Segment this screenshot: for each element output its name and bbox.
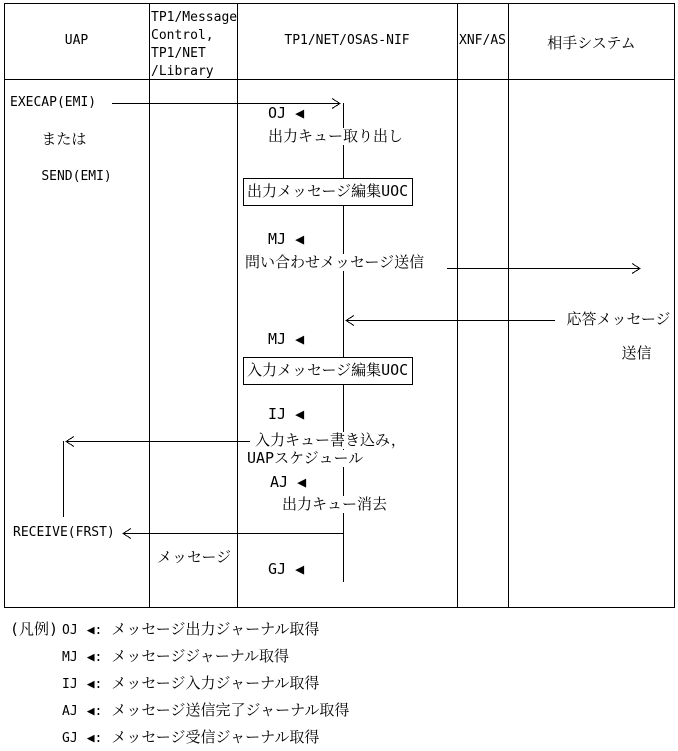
journal-triangle-icon: ◀: xyxy=(86,731,103,746)
legend-code-gj: GJ xyxy=(62,731,78,746)
execap-line2: または xyxy=(41,130,87,148)
legend-code-mj: MJ xyxy=(62,650,78,665)
gj-journal-marker: GJ ◀ xyxy=(268,560,305,578)
header-xnf: XNF/AS xyxy=(459,33,506,48)
legend-desc-aj: メッセージ送信完了ジャーナル取得 xyxy=(111,701,350,719)
legend-desc-gj: メッセージ受信ジャーナル取得 xyxy=(111,728,320,746)
legend-desc-ij: メッセージ入力ジャーナル取得 xyxy=(111,674,320,692)
journal-triangle-icon: ◀: xyxy=(86,623,103,638)
legend-item-mj xyxy=(62,647,289,667)
enqueue-label-line1: 入力キュー書き込み， xyxy=(255,431,406,449)
message-label: メッセージ xyxy=(157,548,232,566)
response-line2: 送信 xyxy=(621,344,652,362)
header-msgctl-line3: TP1/NET xyxy=(151,46,206,61)
execap-line1: EXECAP(EMI) xyxy=(10,95,97,110)
legend-code-ij: IJ xyxy=(62,677,78,692)
header-msgctl xyxy=(151,9,237,81)
aj-journal-marker: AJ ◀ xyxy=(270,473,307,491)
enqueue-label-line2: UAPスケジュール xyxy=(247,449,364,467)
response-label xyxy=(562,311,675,362)
dequeue-label: 出力キュー取り出し xyxy=(268,127,404,145)
execap-call-label xyxy=(10,94,112,186)
journal-triangle-icon: ◀: xyxy=(86,677,103,692)
input-uoc-label: 入力メッセージ編集UOC xyxy=(247,361,409,379)
ij-journal-marker: IJ ◀ xyxy=(268,405,305,423)
receive-call-label: RECEIVE(FRST) xyxy=(13,525,115,540)
mj-journal-marker-1: MJ ◀ xyxy=(268,230,305,248)
header-msgctl-line1: TP1/Message xyxy=(151,10,238,25)
header-nif: TP1/NET/OSAS-NIF xyxy=(284,33,410,48)
journal-triangle-icon: ◀: xyxy=(86,650,103,665)
oj-journal-marker: OJ ◀ xyxy=(268,104,305,122)
execap-line3: SEND(EMI) xyxy=(41,169,112,184)
inquiry-send-label: 問い合わせメッセージ送信 xyxy=(245,253,425,271)
header-msgctl-line2: Control, xyxy=(151,28,214,43)
mj-journal-marker-2: MJ ◀ xyxy=(268,330,305,348)
legend-code-oj: OJ xyxy=(62,623,78,638)
legend-title: (凡例) xyxy=(10,620,59,638)
legend-code-aj: AJ xyxy=(62,704,78,719)
legend-item-ij xyxy=(62,674,319,694)
legend-item-gj xyxy=(62,728,319,748)
response-line1: 応答メッセージ xyxy=(566,310,671,328)
header-partner: 相手システム xyxy=(547,34,636,52)
journal-triangle-icon: ◀: xyxy=(86,704,103,719)
output-uoc-label: 出力メッセージ編集UOC xyxy=(247,182,409,200)
legend-desc-mj: メッセージジャーナル取得 xyxy=(111,647,290,665)
header-msgctl-line4: /Library xyxy=(151,64,214,79)
legend-item-oj xyxy=(62,620,319,640)
legend-item-aj xyxy=(62,701,349,721)
header-uap: UAP xyxy=(64,33,89,48)
legend-desc-oj: メッセージ出力ジャーナル取得 xyxy=(111,620,320,638)
queue-clear-label: 出力キュー消去 xyxy=(282,495,388,513)
